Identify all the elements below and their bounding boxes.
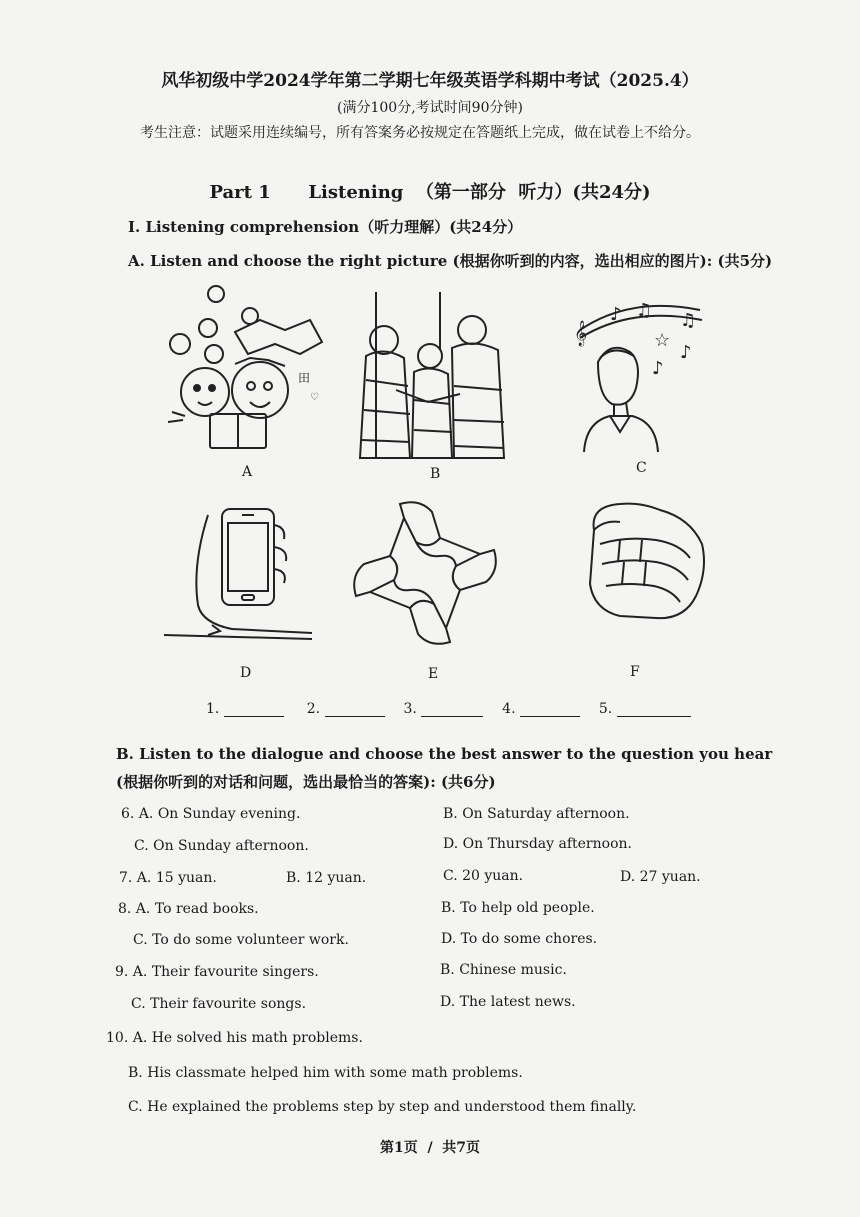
blank-2-label: 2.: [306, 701, 321, 717]
q7-option-c[interactable]: C. 20 yuan.: [443, 868, 524, 884]
exam-subtitle: (满分100分,考试时间90分钟): [337, 100, 523, 116]
part1-heading: Part 1 Listening （第一部分 听力）(共24分): [209, 182, 651, 203]
picture-e: [350, 498, 500, 682]
svg-text:♪: ♪: [610, 304, 622, 325]
section-i-heading: I. Listening comprehension（听力理解）(共24分）: [128, 218, 523, 236]
blank-3-label: 3.: [403, 701, 417, 717]
q8-option-a[interactable]: 8. A. To read books.: [118, 901, 259, 917]
answer-blanks: [206, 701, 691, 717]
svg-text:♫: ♫: [636, 300, 653, 321]
q9-option-c[interactable]: C. Their favourite songs.: [131, 996, 307, 1012]
picture-a: [150, 282, 340, 480]
blank-1-label: 1.: [206, 701, 220, 717]
picture-b: [348, 290, 513, 482]
q9-option-a[interactable]: 9. A. Their favourite singers.: [115, 964, 319, 980]
picture-d-label: D: [240, 665, 252, 681]
q7-option-a[interactable]: 7. A. 15 yuan.: [119, 870, 217, 886]
q7-option-d[interactable]: D. 27 yuan.: [620, 869, 701, 885]
picture-c: [570, 292, 715, 476]
svg-text:𝄞: 𝄞: [574, 321, 588, 346]
svg-text:田: 田: [298, 371, 311, 385]
blank-2[interactable]: [325, 716, 385, 717]
q8-option-b[interactable]: B. To help old people.: [441, 900, 595, 916]
q6-option-a[interactable]: 6. A. On Sunday evening.: [121, 806, 301, 822]
picture-c-label: C: [636, 460, 647, 476]
picture-b-label: B: [430, 466, 441, 482]
blank-4-label: 4.: [502, 701, 516, 717]
picture-f: [580, 500, 710, 680]
q9-option-d[interactable]: D. The latest news.: [440, 994, 576, 1010]
section-a-heading: A. Listen and choose the right picture (根据你听到的内容，选出相应的图片): (共5分): [128, 252, 773, 270]
q6-option-b[interactable]: B. On Saturday afternoon.: [443, 806, 630, 822]
q9-option-b[interactable]: B. Chinese music.: [440, 962, 567, 978]
q7-option-b[interactable]: B. 12 yuan.: [286, 870, 367, 886]
exam-title: 风华初级中学2024学年第二学期七年级英语学科期中考试（2025.4）: [161, 71, 699, 91]
svg-text:♪: ♪: [680, 342, 692, 363]
q10-option-b[interactable]: B. His classmate helped him with some math problems.: [128, 1065, 523, 1081]
q6-option-c[interactable]: C. On Sunday afternoon.: [134, 838, 309, 854]
q8-option-c[interactable]: C. To do some volunteer work.: [133, 932, 349, 948]
svg-text:♡: ♡: [310, 392, 319, 403]
blank-4[interactable]: [520, 716, 580, 717]
blank-1[interactable]: [224, 716, 284, 717]
svg-text:☆: ☆: [654, 330, 671, 351]
blank-3[interactable]: [421, 716, 483, 717]
picture-a-label: A: [242, 464, 253, 480]
blank-5-label: 5.: [598, 701, 613, 717]
page-number: 第1页 / 共7页: [379, 1140, 481, 1156]
picture-f-label: F: [630, 664, 640, 680]
svg-text:♫: ♫: [680, 310, 697, 331]
exam-notice: 考生注意：试题采用连续编号，所有答案务必按规定在答题纸上完成，做在试卷上不给分。: [140, 125, 700, 141]
q10-option-a[interactable]: 10. A. He solved his math problems.: [106, 1030, 363, 1046]
svg-text:♪: ♪: [652, 358, 664, 379]
picture-d: [162, 505, 322, 681]
blank-5[interactable]: [617, 716, 691, 717]
picture-e-label: E: [428, 666, 439, 682]
q8-option-d[interactable]: D. To do some chores.: [441, 931, 598, 947]
q6-option-d[interactable]: D. On Thursday afternoon.: [443, 836, 632, 852]
section-b-heading: B. Listen to the dialogue and choose the best answer to the question you hear (根据你听到的对话和问题，选出最恰当的答案): (共6分): [116, 745, 773, 791]
q10-option-c[interactable]: C. He explained the problems step by step and understood them finally.: [128, 1099, 637, 1115]
